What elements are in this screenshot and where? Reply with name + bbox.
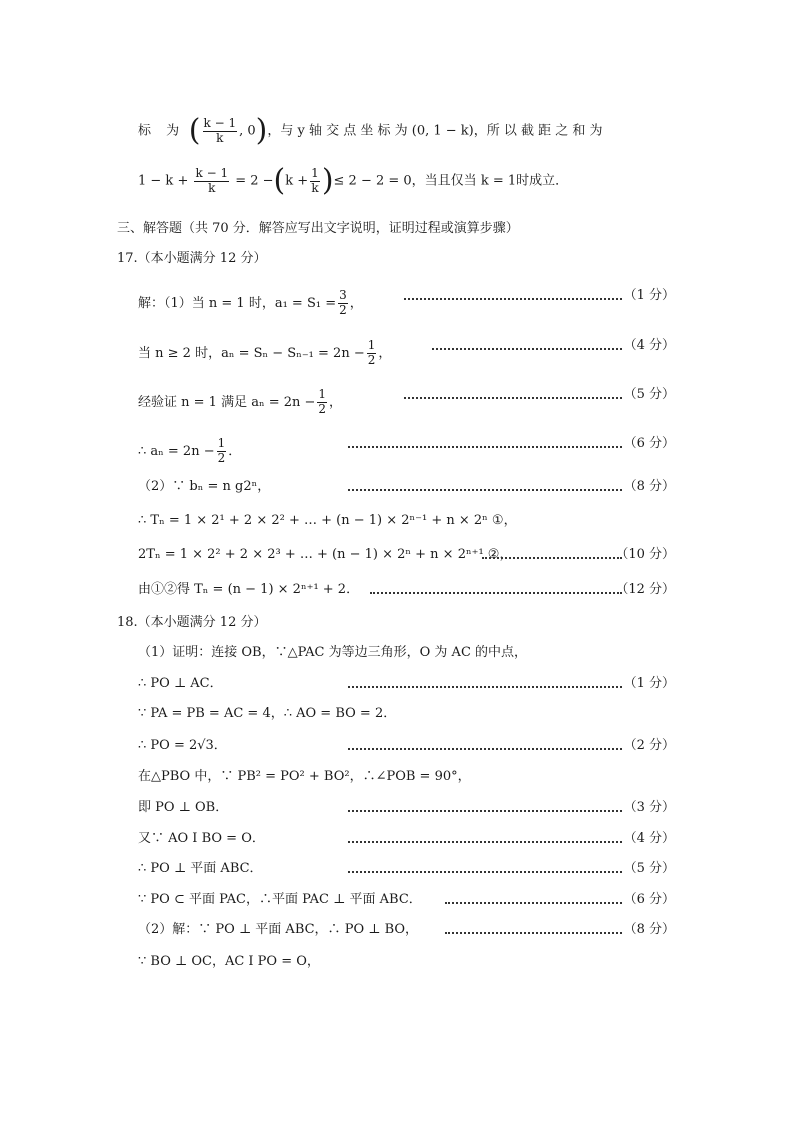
- intro-line2-b: = 2 −: [235, 173, 274, 189]
- score-mark: （8 分）: [623, 922, 675, 937]
- leader-dots: [348, 686, 622, 688]
- q17-line: [138, 480, 270, 493]
- punctuation: ，: [378, 345, 392, 361]
- fraction: $\frac{1}{2}$: [217, 436, 226, 465]
- fraction-k-minus-1-over-k: $\frac{k - 1}{k}$: [203, 115, 237, 145]
- q17-line: [138, 339, 391, 368]
- score-mark: （1 分）: [623, 288, 675, 303]
- math-text: ∴ PO ⊥ 平面 ABC．: [138, 861, 263, 876]
- intro-line-2: [138, 163, 569, 198]
- q18-title: 18.（本小题满分 12 分）: [117, 615, 267, 630]
- intro-line2-a: 1 − k +: [138, 173, 189, 189]
- q17-line: [138, 548, 512, 561]
- leader-dots: [482, 557, 622, 559]
- q18-line: [138, 955, 320, 968]
- q17-line: [138, 388, 342, 417]
- math-text: 2Tₙ = 1 × 2² + 2 × 2³ + … + (n − 1) × 2ⁿ + n × 2ⁿ⁺¹ ②，: [138, 547, 513, 562]
- math-text: 即 PO ⊥ OB．: [138, 800, 229, 815]
- leader-dots: [432, 348, 622, 350]
- q18-line: [138, 646, 527, 659]
- punctuation: ．: [228, 443, 242, 459]
- paren-close: ): [255, 113, 268, 148]
- intro-text-c: ，与 y 轴 交 点 坐 标 为 (0, 1 − k)，所 以 截 距 之 和 为: [267, 123, 603, 139]
- leader-dots: [348, 489, 622, 491]
- score-mark: （8 分）: [623, 479, 675, 494]
- fraction: $\frac{3}{2}$: [339, 288, 347, 317]
- paren-open: (: [188, 113, 201, 148]
- math-text: 经验证 n = 1 满足 aₙ = 2n −: [138, 394, 316, 410]
- q17-line: [138, 289, 363, 318]
- math-text: （2）∵ bₙ = n g2ⁿ，: [138, 479, 271, 494]
- leader-dots: [404, 397, 622, 399]
- leader-dots: [348, 871, 622, 873]
- intro-text-a: 标 为: [138, 123, 185, 139]
- intro-text-b: , 0: [239, 123, 256, 139]
- q18-line: [138, 801, 228, 814]
- math-text: ∵ BO ⊥ OC，AC I PO = O，: [138, 954, 320, 969]
- leader-dots: [445, 902, 622, 904]
- fraction: $\frac{1}{2}$: [367, 338, 376, 367]
- fraction-k-minus-1-over-k-2: $\frac{k - 1}{k}$: [195, 165, 229, 195]
- q17-title: 17.（本小题满分 12 分）: [117, 251, 267, 266]
- score-mark: （1 分）: [623, 676, 675, 691]
- paren-open-2: (: [273, 163, 286, 198]
- intro-line2-c: k +: [285, 173, 309, 189]
- math-text: ∴ aₙ = 2n −: [138, 443, 215, 459]
- leader-dots: [348, 841, 622, 843]
- q18-line: [138, 832, 265, 845]
- math-text: ∴ PO = 2√3．: [138, 738, 227, 753]
- math-text: 在△PBO 中，∵ PB² = PO² + BO²，∴∠POB = 90°，: [138, 769, 471, 784]
- punctuation: ，: [349, 295, 363, 311]
- score-mark: （5 分）: [623, 861, 675, 876]
- intro-line2-d: ≤ 2 − 2 = 0，当且仅当 k = 1时成立．: [333, 173, 569, 189]
- leader-dots: [370, 592, 622, 594]
- math-text: 由①②得 Tₙ = (n − 1) × 2ⁿ⁺¹ + 2．: [138, 582, 360, 597]
- score-mark: （4 分）: [623, 831, 675, 846]
- intro-line-1: [138, 113, 603, 148]
- leader-dots: [404, 298, 622, 300]
- section-heading: 三、解答题（共 70 分．解答应写出文字说明，证明过程或演算步骤）: [117, 221, 519, 236]
- q18-line: [138, 923, 418, 936]
- leader-dots: [445, 932, 622, 934]
- math-text: ∴ Tₙ = 1 × 2¹ + 2 × 2² + … + (n − 1) × 2ⁿ⁻¹ + n × 2ⁿ ①，: [138, 513, 517, 528]
- leader-dots: [348, 810, 622, 812]
- fraction-1-over-k: $\frac{1}{k}$: [311, 165, 319, 195]
- math-text: （1）证明：连接 OB，∵△PAC 为等边三角形，O 为 AC 的中点，: [138, 645, 528, 660]
- score-mark: （4 分）: [623, 338, 675, 353]
- q17-line: [138, 583, 359, 596]
- score-mark: （10 分）: [615, 547, 675, 562]
- math-text: ∵ PO ⊂ 平面 PAC，∴平面 PAC ⊥ 平面 ABC．: [138, 892, 422, 907]
- math-text: 当 n ≥ 2 时，aₙ = Sₙ − Sₙ₋₁ = 2n −: [138, 345, 365, 361]
- score-mark: （6 分）: [623, 892, 675, 907]
- q18-line: [138, 862, 263, 875]
- math-text: ∴ PO ⊥ AC．: [138, 676, 223, 691]
- score-mark: （2 分）: [623, 738, 675, 753]
- q18-line: [138, 677, 223, 690]
- q18-line: [138, 739, 227, 752]
- q17-line: [138, 514, 517, 527]
- q18-line: [138, 707, 396, 720]
- math-text: （2）解：∵ PO ⊥ 平面 ABC，∴ PO ⊥ BO，: [138, 922, 419, 937]
- q17-line: [138, 437, 241, 466]
- leader-dots: [348, 748, 622, 750]
- math-text: 解：（1）当 n = 1 时，a₁ = S₁ =: [138, 295, 337, 311]
- math-text: ∵ PA = PB = AC = 4，∴ AO = BO = 2．: [138, 706, 397, 721]
- math-text: 又∵ AO I BO = O．: [138, 831, 265, 846]
- fraction: $\frac{1}{2}$: [318, 387, 327, 416]
- score-mark: （3 分）: [623, 800, 675, 815]
- leader-dots: [348, 446, 622, 448]
- paren-close-2: ): [321, 163, 334, 198]
- score-mark: （6 分）: [623, 436, 675, 451]
- q18-line: [138, 770, 471, 783]
- punctuation: ，: [329, 394, 343, 410]
- q18-line: [138, 893, 422, 906]
- score-mark: （5 分）: [623, 387, 675, 402]
- score-mark: （12 分）: [615, 582, 675, 597]
